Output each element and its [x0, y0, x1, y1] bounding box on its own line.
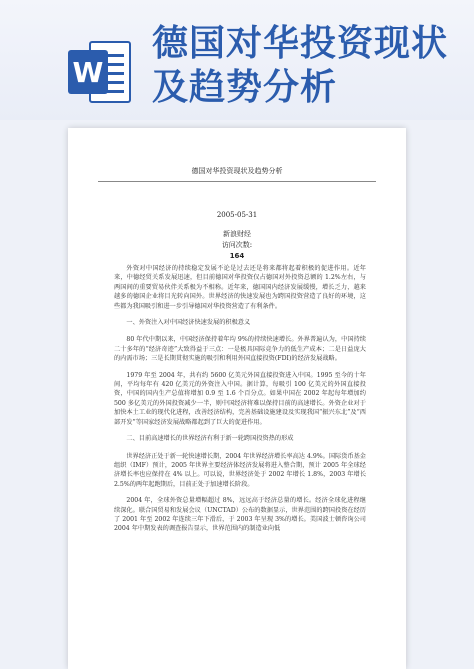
paragraph: 1979 年至 2004 年，共有约 5600 亿美元外国直接投资进入中国。1995 至今的十年间，平均每年有 420 亿美元的外资注入中国。据计算，每吸引 100 亿美元的外国直接投资，中国的国内生产总值将增加 0.9 至 1.6 个百分点。如果中国在 2002 年起每年增加约 500 多亿美元的外国投资减少一半，则中国经济将难以保持目前的高速增长。外资企业对于加快本土工业的现代化进程，改善经济结构，完善基础设施建设及实现我国“振兴东北”及“西部开发”等国家经济发展战略都起到了巨大的促进作用。 — [114, 371, 366, 426]
article-date: 2005-05-31 — [216, 211, 258, 219]
article-body — [114, 264, 366, 541]
section-heading: 二、目前高速增长的世界经济有利于新一轮跨国投资热的形成 — [126, 435, 294, 443]
word-logo-letter: W — [72, 56, 104, 89]
paragraph: 80 年代中期以来，中国经济保持着年均 9%的持续快速增长。外界普遍认为，中国持续二十多年的“经济奇迹”大致得益于三点：一是极具国际竞争力的低生产成本；二是日益庞大的内需市场；三是长期贯彻实施的吸引和利用外国直接投资(FDI)的经济发展战略。 — [114, 336, 366, 363]
article-meta — [68, 210, 406, 262]
paragraph: 2004 年，全球外资总量增幅超过 8%，远远高于经济总量的增长。经济全球化进程继续深化。联合国贸易和发展会议（UNCTAD）公布的数据显示，世界范围的跨国投资在经历了 2001 年至 2002 年连续三年下滑后，于 2003 年呈现 3%的增长。美国波士顿咨询公司 2004 年中期发表的调查报告显示，世界范围内的制造业向低 — [114, 497, 366, 533]
paragraph: 外资对中国经济的持续稳定发展不论是过去还是将来都将起着积极的促进作用。近年来，中德经贸关系发展迅速，但目前德国对华投资仅占德国对外投资总额的 1.2%左右，与两国间的重要贸易伙伴关系极为不相称。近年来，德国国内经济发展缓慢，增长乏力，越来越多的德国企业将目光转向国外。世界经济的快速发展也为跨国投资营造了良好的环境，这些都为我国吸引和进一步引导德国对华投资营造了有利条件。 — [114, 265, 366, 310]
section-heading: 一、外资注入对中国经济快速发展的积极意义 — [126, 319, 251, 327]
word-document-icon — [66, 36, 134, 108]
document-page-preview[interactable] — [68, 128, 406, 669]
document-title-line-2: 及趋势分析 — [152, 67, 338, 108]
document-title — [152, 22, 462, 110]
article-source: 新浪财经 — [223, 230, 251, 238]
page-header: 德国对华投资现状及趋势分析 — [98, 166, 376, 182]
paragraph: 世界经济正处于新一轮快速增长期，2004 年世界经济增长率高达 4.9%。国际货币基金组织（IMF）预计，2005 年世界主要经济体经济发展将进入整合期，预计 2005 年全球经济增长率也应保持在 4% 以上。可以说，世界经济处于 2002 年增长 1.8%，2003 年增长 2.5%的两年起跑期后，目前正处于加速增长阶段。 — [114, 452, 366, 488]
visits-label: 访问次数: — [221, 241, 253, 249]
title-banner — [0, 0, 474, 120]
document-title-line-1: 德国对华投资现状 — [152, 23, 449, 64]
visits-count: 164 — [229, 252, 245, 260]
